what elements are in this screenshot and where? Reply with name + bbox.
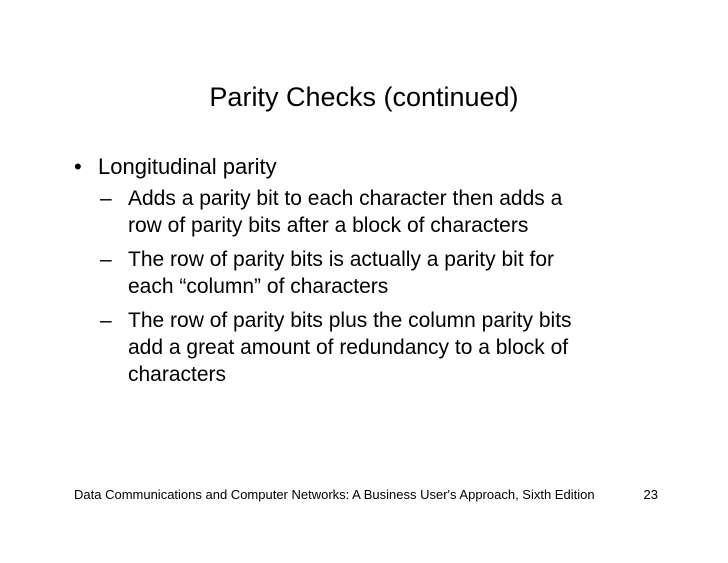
sub-bullet-redundancy — [100, 307, 696, 388]
sub-bullet-line: characters — [128, 363, 227, 386]
bullet-item-longitudinal-parity — [74, 152, 694, 388]
sub-bullet-list — [100, 185, 696, 388]
sub-bullet-row-of-parity-bits — [100, 246, 696, 300]
sub-bullet-adds-parity-bit — [100, 185, 696, 239]
slide-title: Parity Checks (continued) — [209, 82, 519, 112]
sub-bullet-line: Adds a parity bit to each character then adds a — [128, 187, 563, 210]
slide-footer: Data Communications and Computer Networks: A Business User's Approach, Sixth Edition — [74, 487, 595, 502]
bullet-text: Longitudinal parity — [98, 154, 277, 179]
sub-bullet-line: each “column” of characters — [128, 275, 389, 298]
sub-bullet-line: The row of parity bits is actually a parity bit for — [128, 248, 554, 271]
sub-bullet-line: row of parity bits after a block of characters — [128, 214, 529, 237]
sub-bullet-line: The row of parity bits plus the column parity bits — [128, 309, 572, 332]
page-number: 23 — [643, 487, 658, 502]
sub-bullet-line: add a great amount of redundancy to a block of — [128, 336, 569, 359]
sub-bullet-marker: – — [100, 248, 112, 271]
sub-bullet-marker: – — [100, 187, 112, 210]
sub-bullet-marker: – — [100, 309, 112, 332]
bullet-marker: • — [74, 154, 82, 179]
bullet-list — [74, 152, 694, 395]
